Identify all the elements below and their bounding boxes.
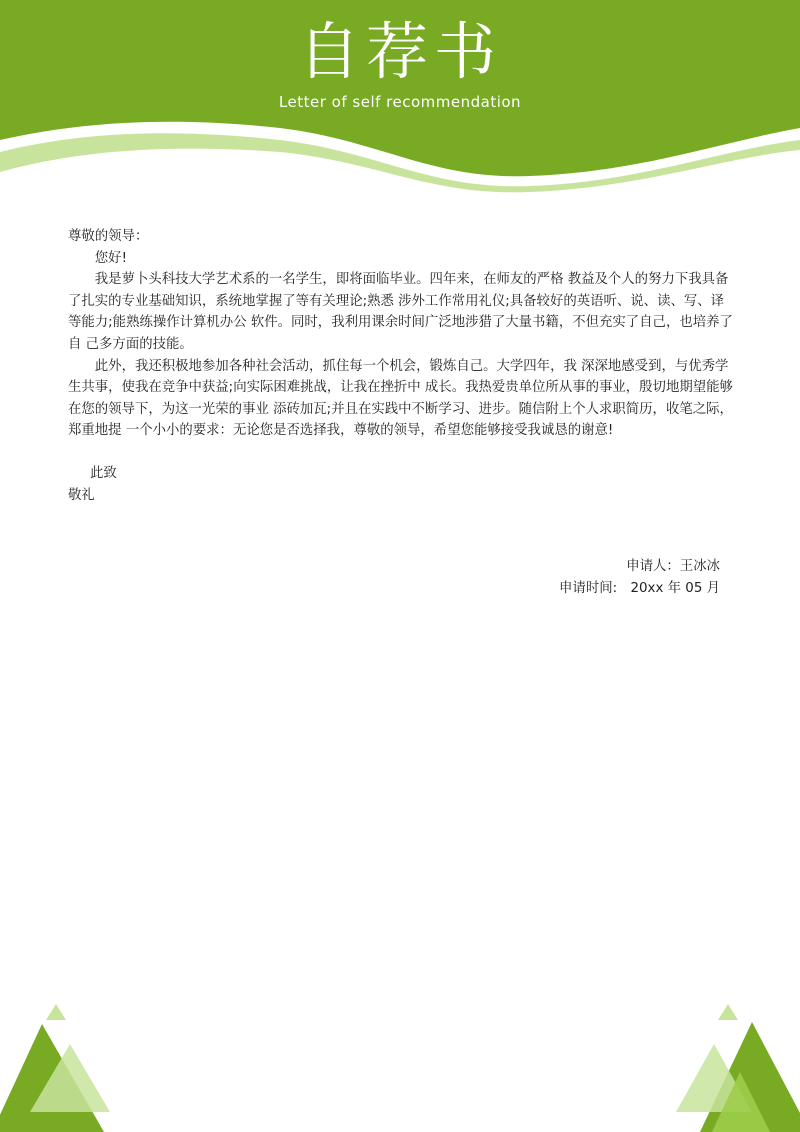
page-subtitle: Letter of self recommendation [278,93,522,111]
greeting: 您好! [94,250,127,266]
triangle-right-small [718,1004,738,1020]
applicant-name: 申请人：王冰冰 [626,559,720,574]
paragraph-1: 我是萝卜头科技大学艺术系的一名学生，即将面临毕业。四年来，在师友的严格 教益及个人的努力下我具备了扎实的专业基础知识，系统地掌握了等有关理论;熟悉 涉外工作常用礼仪;具备较好的英语听、说、读、写、译等能力;能熟练操作计算机办公 软件。同时，我利用课余时间广泛地涉猎了大量书籍，不但充实了自己，也培养了自 己多方面的技能。 [68,272,733,352]
paragraph-2: 此外，我还积极地参加各种社会活动，抓住每一个机会，锻炼自己。大学四年，我 深深地感受到，与优秀学生共事，使我在竞争中获益;向实际困难挑战，让我在挫折中 成长。我热爱贵单位所从事的事业，殷切地期望能够在您的领导下，为这一光荣的事业 添砖加瓦;并且在实践中不断学习、进步。随信附上个人求职简历，收笔之际，郑重地提 一个小小的要求：无论您是否选择我，尊敬的领导，希望您能够接受我诚恳的谢意! [68,358,733,439]
footer-decoration [0,992,800,1132]
triangle-left-small [46,1004,66,1020]
closing-phrase: 此致 [90,465,117,481]
salutation: 尊敬的领导： [68,229,149,244]
signature-block [559,556,720,599]
application-date: 申请时间: 20xx 年 05 月 [559,580,720,596]
page-title: 自荐书 [297,15,502,88]
letter-body [68,226,736,506]
closing-salute: 敬礼 [68,487,95,503]
